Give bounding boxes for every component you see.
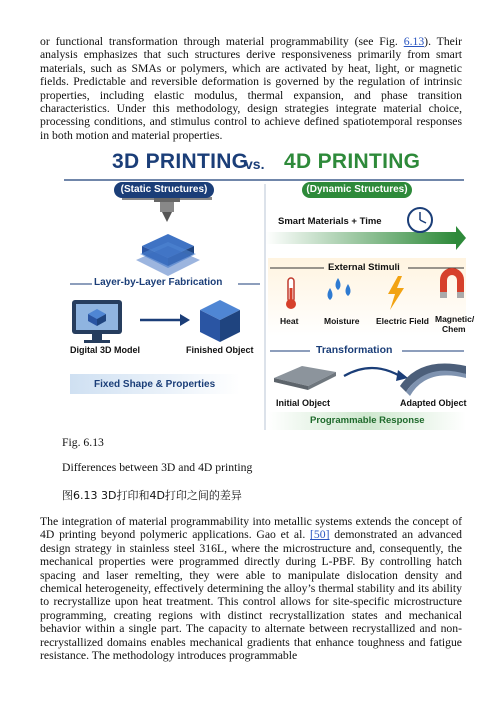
static-structures-badge: (Static Structures) <box>114 182 214 198</box>
finished-cube-icon <box>200 300 240 342</box>
figure-caption: Differences between 3D and 4D printing <box>62 461 253 474</box>
layer-by-layer-label: Layer-by-Layer Fabrication <box>94 277 223 288</box>
initial-object-icon <box>274 366 336 390</box>
heat-label: Heat <box>280 316 299 326</box>
chem-label: Chem <box>442 324 466 334</box>
intro-text-end: ). Their analysis emphasizes that such structures derive responsiveness primarily from smart materials, such as SMAs or polymers, which are activated by heat, light, or magnetic fields. Predictable and reversible deformation is governed by the regulation of intrinsic properties, including elastic modulus, thermal expansion, and phase transition characteristics. Under this methodology, design strategies integrate material choice, processing conditions, and stimulus control to achieve defined spatiotemporal responses in both motion and material properties. <box>40 35 462 142</box>
smart-materials-arrow <box>266 226 466 250</box>
external-stimuli-label: External Stimuli <box>328 262 400 273</box>
electric-field-label: Electric Field <box>376 316 429 326</box>
figure-3d-vs-4d <box>62 150 475 433</box>
smart-materials-label: Smart Materials + Time <box>278 216 382 227</box>
moisture-label: Moisture <box>324 316 360 326</box>
layered-block-icon <box>136 234 200 276</box>
title-3d-printing: 3D PRINTING <box>112 150 249 173</box>
figure-label: Fig. 6.13 <box>62 436 104 449</box>
title-vs: vs. <box>245 156 265 172</box>
citation-link[interactable]: [50] <box>310 528 330 542</box>
initial-object-label: Initial Object <box>276 398 331 408</box>
body-paragraph <box>40 515 462 662</box>
body-text-end: demonstrated an advanced design strategy in stainless steel 316L, where the microstructure and, consequently, the mechanical properties were programmed directly during L-PBF. By controlling hatch spacing and laser remelting, they were able to manipulate dislocation density and chemical heterogeneity, effectively determining the alloy’s thermal stability and its ability to recrystallize upon heat treatment. This control allows for site-specific microstructure programming, creating regions with distinct recrystallization states and mechanical behavior within a single part. The capacity to alternate between recrystallized and non-recrystallized domains enables mechanical gradients that enhance toughness and fatigue resistance. The methodology introduces programmable <box>40 528 462 663</box>
adapted-object-label: Adapted Object <box>400 398 467 408</box>
arrow-model-to-object <box>140 314 190 326</box>
heat-icon <box>286 278 296 309</box>
intro-text-start: or functional transformation through material programmability (see Fig. <box>40 35 404 48</box>
printer-nozzle-icon <box>122 194 212 222</box>
digital-model-label: Digital 3D Model <box>70 345 141 355</box>
title-4d-printing: 4D PRINTING <box>284 150 421 173</box>
transform-arrow <box>344 368 408 381</box>
figure-caption-chinese: 图6.13 3D打印和4D打印之间的差异 <box>62 489 242 502</box>
dynamic-structures-badge: (Dynamic Structures) <box>302 182 412 198</box>
finished-object-label: Finished Object <box>186 345 254 355</box>
adapted-object-icon <box>400 364 466 397</box>
magnetic-label: Magnetic/ <box>435 314 475 324</box>
body-text-start: The integration of material programmability into metallic systems extends the concept of 4D printing beyond polymeric applications. Gao et al. <box>40 515 462 542</box>
clock-icon <box>408 208 432 232</box>
intro-paragraph <box>40 35 462 142</box>
transformation-label: Transformation <box>316 344 393 356</box>
figure-reference-link[interactable]: 6.13 <box>403 35 425 48</box>
fixed-shape-label: Fixed Shape & Properties <box>94 379 216 390</box>
programmable-response-label: Programmable Response <box>310 415 425 426</box>
monitor-icon <box>72 300 122 343</box>
